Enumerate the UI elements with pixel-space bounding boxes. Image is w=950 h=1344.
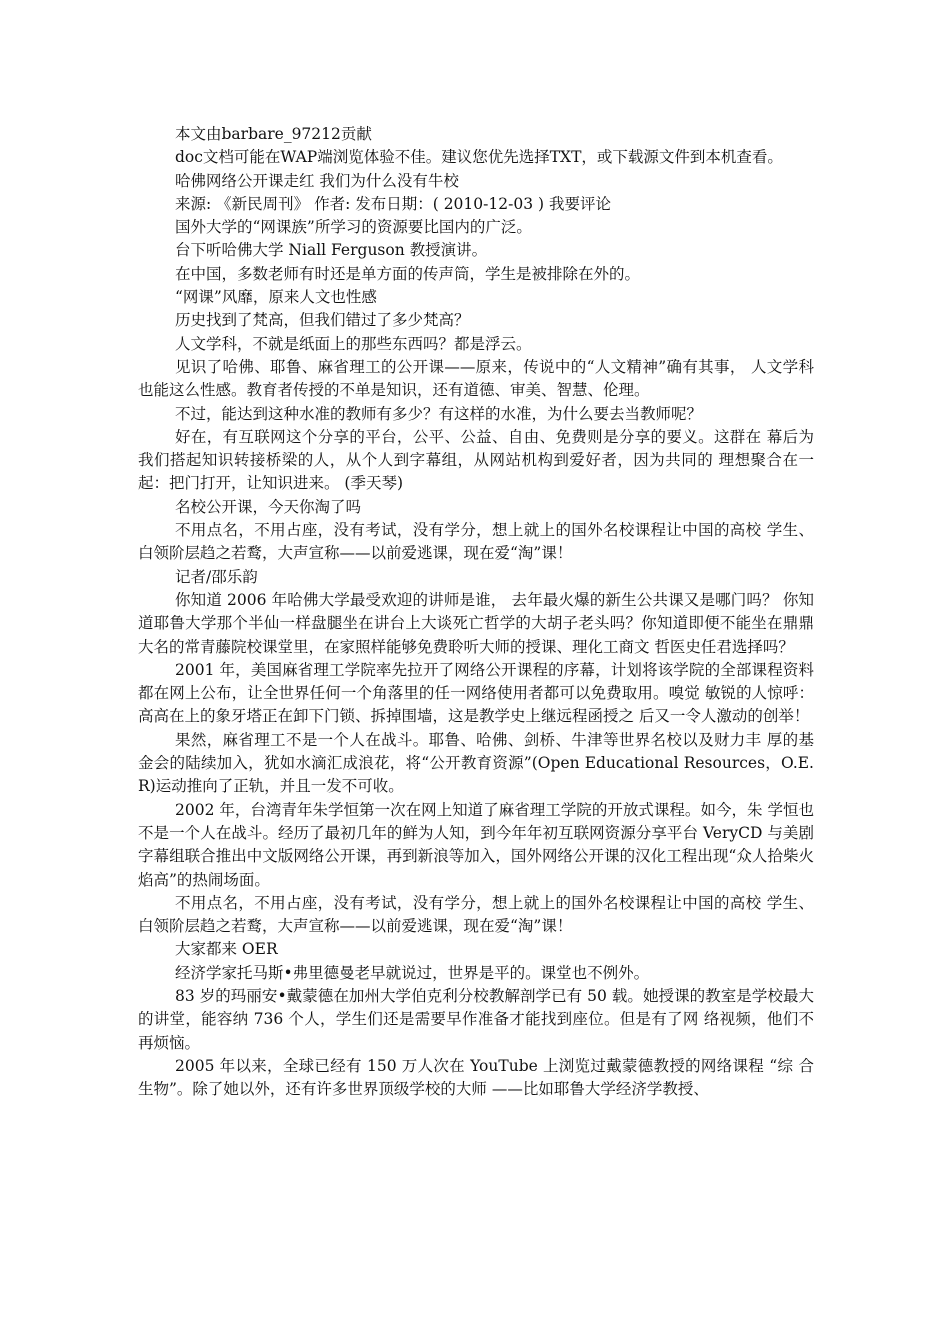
contributor-line: 本文由barbare_97212贡献 bbox=[175, 125, 372, 143]
paragraph: 经济学家托马斯•弗里德曼老早就说过，世界是平的。课堂也不例外。 bbox=[175, 963, 650, 982]
section-heading: 大家都来 OER bbox=[175, 940, 278, 959]
paragraph: 83 岁的玛丽安•戴蒙德在加州大学伯克利分校教解剖学已有 50 载。她授课的教室是学校最大的讲堂，能容纳 736 个人，学生们还是需要早作准备才能找到座位。但是有了网 络视频，他们不再烦恼。 bbox=[138, 986, 814, 1052]
paragraph: 不用点名，不用占座，没有考试，没有学分，想上就上的国外名校课程让中国的高校 学生、白领阶层趋之若鹜，大声宣称——以前爱逃课，现在爱“淘”课！ bbox=[138, 521, 814, 563]
reporter-byline: 记者/邵乐韵 bbox=[175, 567, 258, 586]
paragraph: 不用点名，不用占座，没有考试，没有学分，想上就上的国外名校课程让中国的高校 学生、白领阶层趋之若鹜，大声宣称——以前爱逃课，现在爱“淘”课！ bbox=[138, 893, 814, 936]
paragraph: 2002 年，台湾青年朱学恒第一次在网上知道了麻省理工学院的开放式课程。如今，朱 学恒也不是一个人在战斗。经历了最初几年的鲜为人知，到今年年初互联网资源分享平台 VeryCD 与美剧字幕组联合推出中文版网络公开课，再到新浪等加入，国外网络公开课的汉化工程出现“众人拾柴火焰高”的热闹场面。 bbox=[138, 800, 814, 889]
paragraph: 2001 年，美国麻省理工学院率先拉开了网络公开课程的序幕，计划将该学院的全部课程资料都在网上公布，让全世界任何一个角落里的任一网络使用者都可以免费取用。嗅觉 敏锐的人惊呼：高高在上的象牙塔正在卸下门锁、拆掉围墙，这是教学史上继远程函授之 后又一令人激动的创举！ bbox=[138, 660, 814, 726]
paragraph: 你知道 2006 年哈佛大学最受欢迎的讲师是谁， 去年最火爆的新生公共课又是哪门吗？ 你知道耶鲁大学那个半仙一样盘腿坐在讲台上大谈死亡哲学的大胡子老头吗？你知道即便不能坐在鼎鼎大名的常青藤院校课堂里，在家照样能够免费聆听大师的授课、理化工商文 哲医史任君选择吗？ bbox=[138, 590, 814, 656]
paragraph: 国外大学的“网课族”所学习的资源要比国内的广泛。 bbox=[175, 218, 532, 237]
section-heading: “网课”风靡，原来人文也性感 bbox=[175, 288, 377, 307]
paragraph: 台下听哈佛大学 Niall Ferguson 教授演讲。 bbox=[175, 241, 488, 260]
wap-notice: doc文档可能在WAP端浏览体验不佳。建议您优先选择TXT，或下载源文件到本机查看。 bbox=[175, 148, 783, 167]
article-title: 哈佛网络公开课走红 我们为什么没有牛校 bbox=[175, 171, 459, 190]
paragraph: 好在，有互联网这个分享的平台，公平、公益、自由、免费则是分享的要义。这群在 幕后为我们搭起知识转接桥梁的人，从个人到字幕组，从网站机构到爱好者，因为共同的 理想聚合在一起：把门打开，让知识进来。 (季天琴) bbox=[138, 427, 814, 493]
paragraph: 果然，麻省理工不是一个人在战斗。耶鲁、哈佛、剑桥、牛津等世界名校以及财力丰 厚的基金会的陆续加入，犹如水滴汇成浪花，将“公开教育资源”(Open Educational Resources，O.E.R)运动推向了正轨，并且一发不可收。 bbox=[138, 730, 814, 796]
article-source-line: 来源: 《新民周刊》 作者: 发布日期：( 2010-12-03 ) 我要评论 bbox=[175, 194, 611, 213]
paragraph: 在中国，多数老师有时还是单方面的传声筒，学生是被排除在外的。 bbox=[175, 264, 641, 283]
paragraph: 见识了哈佛、耶鲁、麻省理工的公开课——原来，传说中的“人文精神”确有其事， 人文学科也能这么性感。教育者传授的不单是知识，还有道德、审美、智慧、伦理。 bbox=[138, 357, 814, 400]
document-body bbox=[138, 123, 814, 1101]
paragraph: 不过，能达到这种水准的教师有多少？有这样的水准，为什么要去当教师呢？ bbox=[175, 404, 703, 423]
paragraph: 历史找到了梵高，但我们错过了多少梵高？ bbox=[175, 311, 470, 330]
section-heading: 名校公开课，今天你淘了吗 bbox=[175, 497, 362, 516]
paragraph: 2005 年以来，全球已经有 150 万人次在 YouTube 上浏览过戴蒙德教授的网络课程 “综 合生物”。除了她以外，还有许多世界顶级学校的大师 ——比如耶鲁大学经济学教授、 bbox=[138, 1056, 814, 1099]
paragraph: 人文学科，不就是纸面上的那些东西吗？都是浮云。 bbox=[175, 334, 532, 353]
